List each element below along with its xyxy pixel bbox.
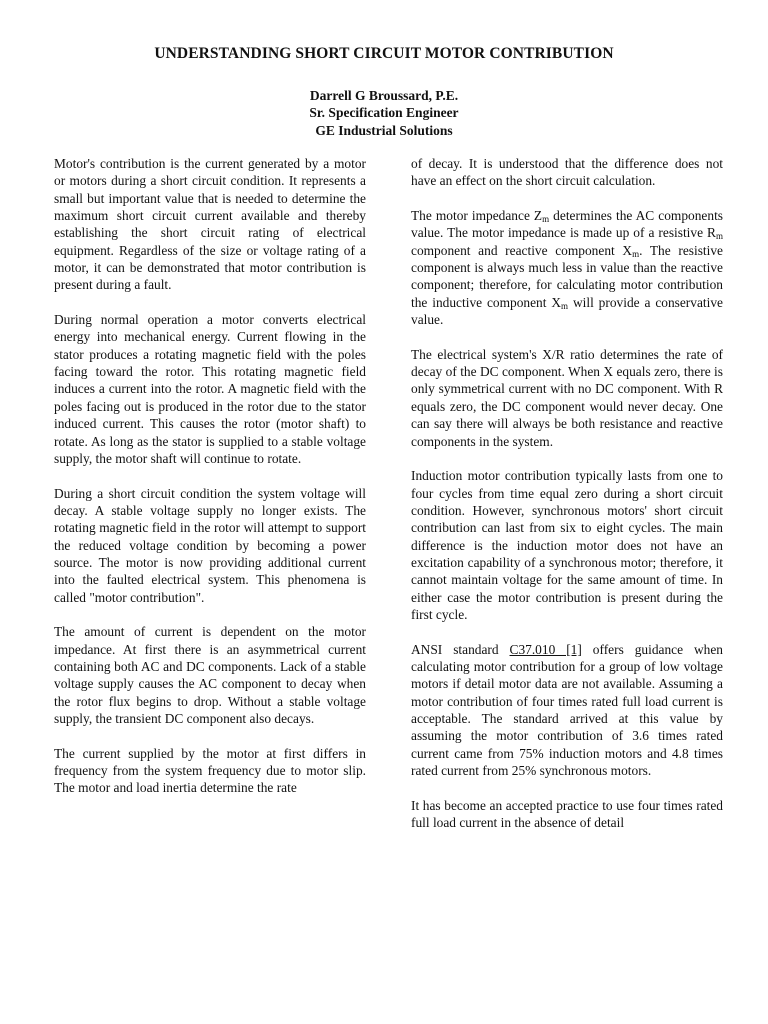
paper-title: UNDERSTANDING SHORT CIRCUIT MOTOR CONTRIBUTION [154, 45, 614, 62]
author-organization: GE Industrial Solutions [315, 122, 453, 138]
author-block [0, 87, 768, 139]
text-run: offers guidance when calculating motor contribution for a group of low voltage motors if detail motor data are not available. Assuming a motor contribution of four times rated full load current is acceptable. The standard arrived at this value by assuming the motor contribution of 3.6 times rated current came from 75% induction motors and 4.8 times rated current from 25% synchronous motors. [411, 641, 724, 779]
paragraph-ansi-standard [411, 641, 723, 780]
paragraph: The amount of current is dependent on the motor impedance. At first there is an asymmetrical current containing both AC and DC components. Lack of a stable voltage supply causes the AC component to decay when the rotor flux begins to drop. Without a stable voltage supply, the transient DC component also decays. [54, 624, 366, 726]
paragraph: It has become an accepted practice to use four times rated full load current in the absence of detail [411, 797, 723, 831]
text-run: ANSI standard [411, 641, 510, 657]
paragraph: Motor's contribution is the current generated by a motor or motors during a short circuit condition. It represents a small but important value that is needed to determine the maximum short circuit current available and thereby establishing the short circuit rating of electrical equipment. Regardless of the size or voltage rating of a motor, it can be demonstrated that motor contribution is present during a fault. [54, 156, 366, 293]
subscript: m [561, 300, 569, 311]
paragraph: During a short circuit condition the system voltage will decay. A stable voltage supply no longer exists. The rotating magnetic field in the rotor will attempt to support the reduced voltage condition by becoming a power source. The motor is now providing additional current into the faulted electrical system. This phenomena is called "motor contribution". [54, 485, 366, 605]
paragraph-motor-impedance [411, 207, 723, 328]
author-name: Darrell G Broussard, P.E. [309, 88, 459, 103]
subscript: m [715, 231, 723, 242]
subscript: m [632, 248, 640, 259]
text-run: will provide a conservative value. [411, 294, 723, 328]
left-column [54, 155, 366, 797]
text-run: determines the AC components value. The motor impedance is made up of a resistive R [411, 208, 723, 241]
paragraph: The current supplied by the motor at first differs in frequency from the system frequency due to motor slip. The motor and load inertia determine the rate [54, 745, 366, 796]
paragraph: Induction motor contribution typically lasts from one to four cycles from time equal zero during a short circuit condition. However, synchronous motors' short circuit contribution can last from six to eight cycles. The main difference is the induction motor does not have an excitation capability of a synchronous motor; therefore, it cannot maintain voltage for the same amount of time. In either case the motor contribution is present during the first cycle. [411, 468, 723, 622]
right-column [411, 155, 723, 831]
text-run: . The resistive component is always much less in value than the reactive component; therefore, for calculating motor contribution the inductive component X [411, 242, 723, 310]
paragraph: of decay. It is understood that the difference does not have an effect on the short circuit calculation. [411, 156, 723, 189]
author-role: Sr. Specification Engineer [309, 105, 459, 121]
subscript: m [542, 214, 550, 225]
text-run: component and reactive component X [411, 242, 633, 258]
paragraph: During normal operation a motor converts electrical energy into mechanical energy. Current flowing in the stator produces a rotating magnetic field with the poles facing toward the rotor. This rotating magnetic field induces a current into the rotor. A magnetic field with the poles facing out is produced in the rotor due to the stator induced current. This causes the rotor (motor shaft) to rotate. As long as the stator is supplied to a stable voltage supply, the motor shaft will continue to rotate. [54, 312, 366, 466]
reference-link[interactable]: C37.010 [1] [509, 641, 582, 657]
paragraph: The electrical system's X/R ratio determines the rate of decay of the DC component. When X equals zero, there is only symmetrical current with no DC component. With R equals zero, the DC component would never decay. One can say there will always be both resistance and reactive components in the system. [411, 346, 723, 449]
text-run: The motor impedance Z [411, 208, 543, 224]
